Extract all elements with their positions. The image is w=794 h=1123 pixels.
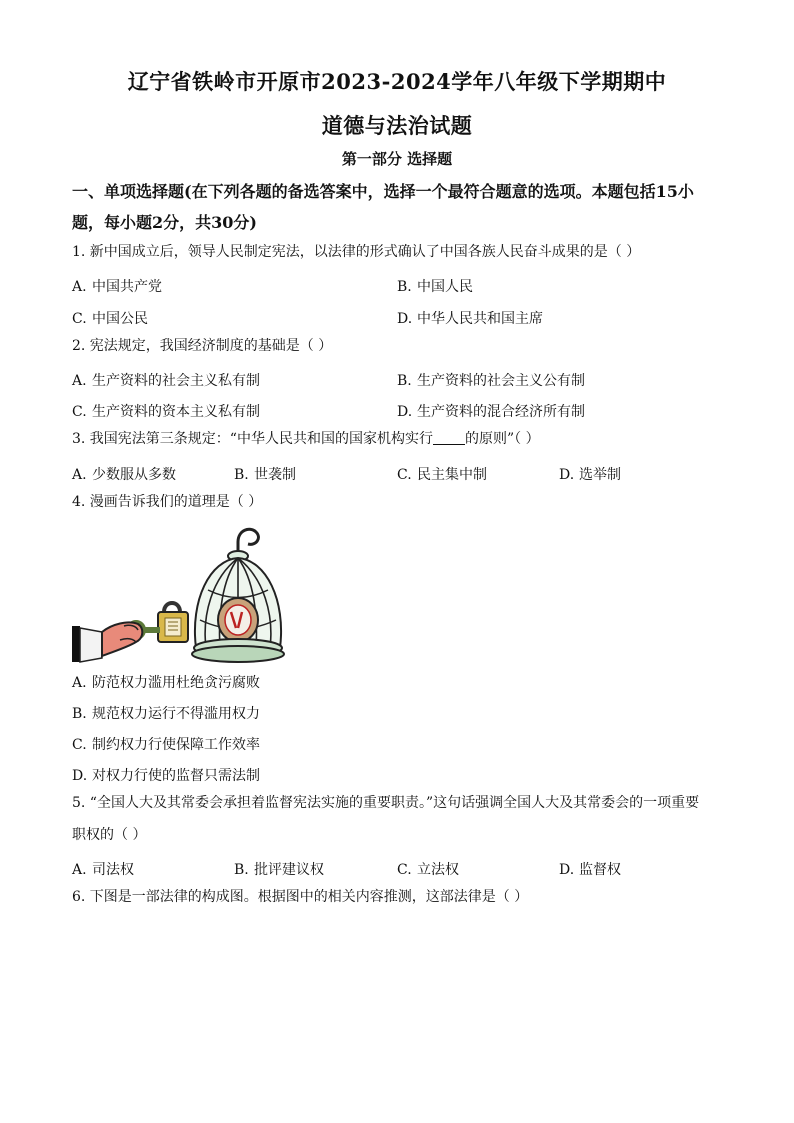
question-5-stem-line-2: 职权的（ ） <box>72 827 147 843</box>
answer-blank <box>433 430 465 445</box>
question-2-stem: 2. 宪法规定，我国经济制度的基础是（ ） <box>72 338 333 354</box>
question-1-option-b: B. 中国人民 <box>397 279 473 295</box>
question-5-option-d: D. 监督权 <box>559 862 621 878</box>
question-6-stem: 6. 下图是一部法律的构成图。根据图中的相关内容推测，这部法律是（ ） <box>72 889 529 905</box>
question-5-option-c: C. 立法权 <box>397 862 459 878</box>
question-5-stem-line-1: 5. “全国人大及其常委会承担着监督宪法实施的重要职责。”这句话强调全国人大及其常委会的一项重要 <box>72 795 700 811</box>
part-heading: 第一部分 选择题 <box>341 150 453 168</box>
question-2-option-c: C. 生产资料的资本主义私有制 <box>72 404 260 420</box>
exam-title: 辽宁省铁岭市开原市2023-2024学年八年级下学期期中 <box>127 69 667 94</box>
question-5-option-a: A. 司法权 <box>72 862 134 878</box>
question-1-option-a: A. 中国共产党 <box>72 279 162 295</box>
question-4-stem: 4. 漫画告诉我们的道理是（ ） <box>72 494 263 510</box>
question-2-option-d: D. 生产资料的混合经济所有制 <box>397 404 585 420</box>
question-2-option-b: B. 生产资料的社会主义公有制 <box>397 373 585 389</box>
question-4-option-c: C. 制约权力行使保障工作效率 <box>72 737 260 753</box>
question-3-option-c: C. 民主集中制 <box>397 467 487 483</box>
question-3-option-d: D. 选举制 <box>559 467 621 483</box>
question-3-option-b: B. 世袭制 <box>234 467 296 483</box>
question-1-stem: 1. 新中国成立后，领导人民制定宪法，以法律的形式确认了中国各族人民奋斗成果的是（ ） <box>72 244 641 260</box>
question-1-option-d: D. 中华人民共和国主席 <box>397 311 543 327</box>
question-5-option-b: B. 批评建议权 <box>234 862 324 878</box>
caged-power-cartoon-icon <box>72 520 290 665</box>
question-3-option-a: A. 少数服从多数 <box>72 467 176 483</box>
question-1-option-c: C. 中国公民 <box>72 311 148 327</box>
exam-subject: 道德与法治试题 <box>321 113 473 138</box>
question-2-option-a: A. 生产资料的社会主义私有制 <box>72 373 260 389</box>
question-4-option-a: A. 防范权力滥用杜绝贪污腐败 <box>72 675 260 691</box>
question-4-option-b: B. 规范权力运行不得滥用权力 <box>72 706 260 722</box>
section-instructions: 一、单项选择题(在下列各题的备选答案中，选择一个最符合题意的选项。本题包括15小题，每小题2分，共30分) <box>72 182 694 232</box>
question-4-option-d: D. 对权力行使的监督只需法制 <box>72 768 260 784</box>
question-3-stem: 3. 我国宪法第三条规定：“中华人民共和国的国家机构实行 的原则”（ ） <box>72 431 540 447</box>
